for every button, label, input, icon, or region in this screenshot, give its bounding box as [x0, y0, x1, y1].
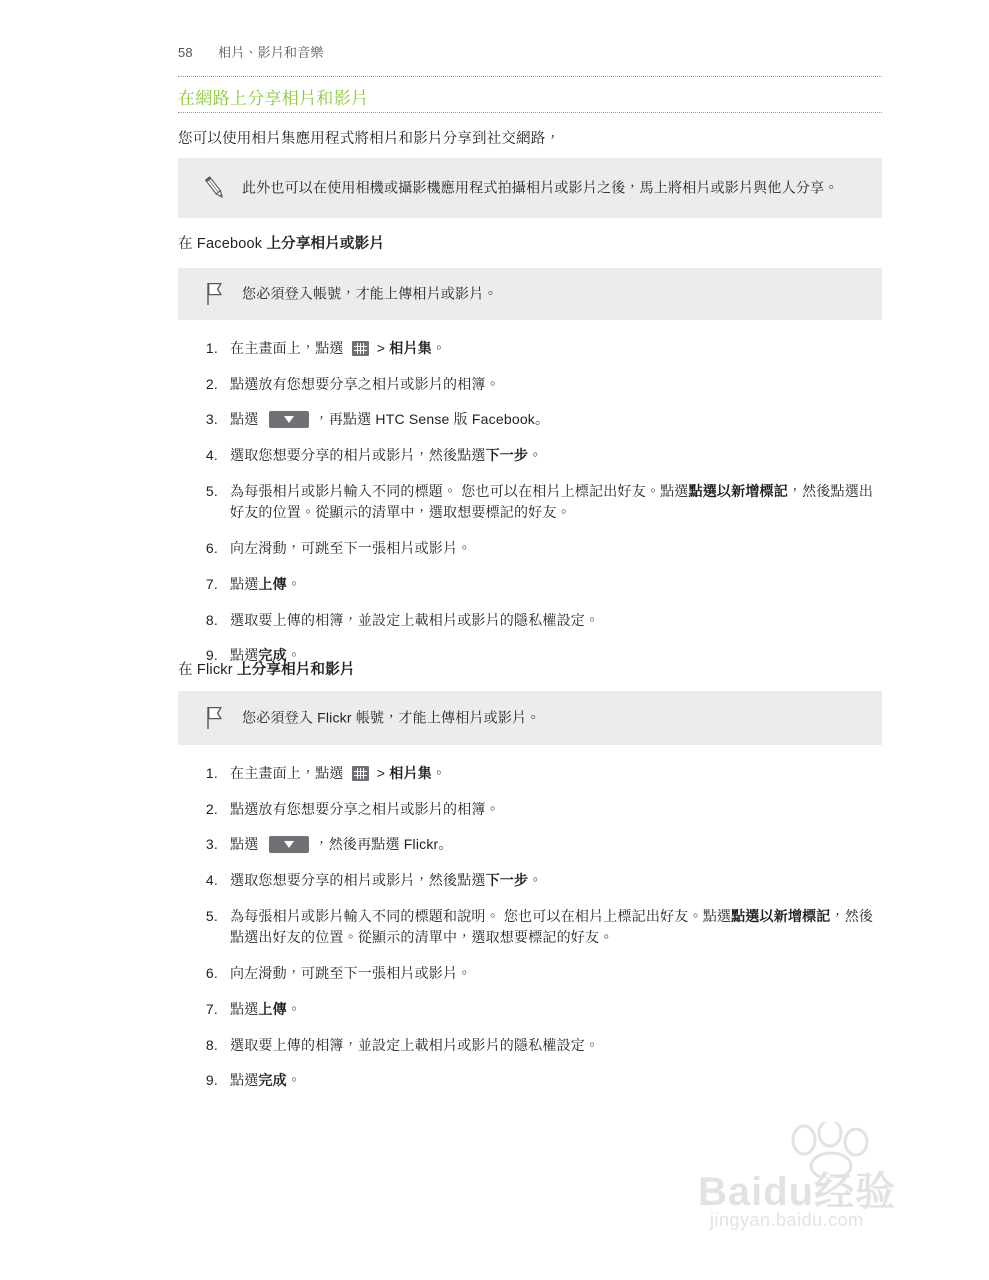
list-item-text: 點選: [230, 836, 263, 853]
list-item-text: ，然後點選出好友的位置。從顯示的清單中，選取想要標記的好友。: [230, 482, 874, 521]
list-item: [196, 763, 886, 785]
list-item: [196, 409, 886, 431]
list-item-number: 7.: [205, 575, 218, 592]
list-item-text: 點選放有您想要分享之相片或影片的相簿。: [230, 375, 500, 392]
intro-paragraph: 您可以使用相片集應用程式將相片和影片分享到社交網路，: [178, 131, 561, 147]
emphasis-text: 相片集: [389, 765, 432, 781]
divider-top: [178, 76, 882, 77]
emphasis-text: 下一步: [485, 447, 529, 464]
list-item-number: 7.: [205, 1000, 218, 1017]
list-item-text: ，再點選 HTC Sense 版 Facebook。: [314, 411, 550, 428]
list-item-text: >: [372, 765, 390, 781]
emphasis-text: 完成: [258, 1072, 287, 1089]
list-item-text: >: [372, 340, 390, 356]
list-item: [196, 374, 886, 396]
apps-grid-icon: [352, 766, 369, 781]
list-item-text: 點選: [230, 1000, 259, 1017]
page-title: 在網路上分享相片和影片: [178, 89, 369, 108]
list-item-number: 9.: [205, 647, 218, 664]
list-item-number: 5.: [205, 482, 218, 499]
flag-icon: [200, 279, 230, 309]
flag-icon: [200, 703, 230, 733]
list-item-number: 2.: [205, 800, 218, 817]
divider-bottom: [178, 112, 882, 113]
list-item-text: 選取您想要分享的相片或影片，然後點選: [230, 447, 486, 464]
list-item: [196, 870, 886, 892]
list-item-text: ，然後再點選 Flickr。: [314, 836, 453, 853]
emphasis-text: 上傳: [258, 575, 287, 592]
subheading-flickr-prefix: 在 Flickr: [178, 662, 237, 678]
emphasis-text: 點選以新增標記: [731, 907, 831, 924]
list-item: [196, 481, 886, 524]
list-item-number: 6.: [205, 540, 218, 557]
watermark-brand: Baidu经验: [698, 1170, 897, 1214]
emphasis-text: 完成: [258, 647, 287, 664]
pencil-icon: [200, 173, 230, 203]
list-item-text: 。: [286, 575, 302, 592]
list-item-text: 在主畫面上，點選: [230, 340, 348, 356]
list-item-number: 1.: [205, 340, 218, 356]
note-box-requirement-flickr: [178, 691, 882, 745]
list-item-text: 。: [431, 765, 447, 781]
subheading-flickr: [178, 658, 355, 679]
list-item: [196, 1070, 886, 1092]
list-item: [196, 963, 886, 985]
note-text: 此外也可以在使用相機或攝影機應用程式拍攝相片或影片之後，馬上將相片或影片與他人分享。: [242, 179, 839, 196]
list-item-text: 為每張相片或影片輸入不同的標題。 您也可以在相片上標記出好友。點選: [230, 482, 689, 499]
list-item-text: 。: [528, 872, 543, 889]
list-item-text: 向左滑動，可跳至下一張相片或影片。: [230, 965, 472, 982]
list-item-number: 3.: [205, 836, 218, 853]
list-item-text: 點選放有您想要分享之相片或影片的相簿。: [230, 800, 500, 817]
list-item-number: 6.: [205, 965, 218, 982]
list-item-number: 4.: [205, 872, 218, 889]
subheading-facebook-bold: 上分享相片或影片: [266, 236, 385, 252]
note-text: 您必須登入 Flickr 帳號，才能上傳相片或影片。: [242, 709, 541, 726]
list-item-text: 向左滑動，可跳至下一張相片或影片。: [230, 540, 472, 557]
list-item-text: 。: [286, 1000, 302, 1017]
note-box-tip: [178, 158, 882, 218]
watermark: [690, 1122, 930, 1252]
emphasis-text: 點選以新增標記: [688, 482, 788, 499]
list-item: [196, 338, 886, 360]
facebook-steps-list: [196, 338, 886, 681]
list-item: [196, 538, 886, 560]
list-item-number: 2.: [205, 375, 218, 392]
list-item: [196, 610, 886, 632]
apps-grid-icon: [352, 341, 369, 356]
list-item: [196, 999, 886, 1021]
emphasis-text: 相片集: [389, 340, 432, 356]
list-item-number: 8.: [205, 611, 218, 628]
list-item-number: 3.: [205, 411, 218, 428]
list-item-text: 在主畫面上，點選: [230, 765, 348, 781]
note-text: 您必須登入帳號，才能上傳相片或影片。: [242, 285, 498, 302]
flickr-steps-list: [196, 763, 886, 1106]
list-item: [196, 1035, 886, 1057]
list-item-text: 選取要上傳的相簿，並設定上載相片或影片的隱私權設定。: [230, 1036, 600, 1053]
watermark-url: jingyan.baidu.com: [710, 1210, 864, 1230]
list-item-text: 。: [286, 1072, 302, 1089]
subheading-facebook: [178, 232, 384, 253]
list-item-text: 點選: [230, 1072, 259, 1089]
page-header: [178, 42, 324, 61]
note-box-requirement-facebook: [178, 268, 882, 320]
list-item-text: 為每張相片或影片輸入不同的標題和說明。 您也可以在相片上標記出好友。點選: [230, 907, 732, 924]
list-item-text: ，然後點選出好友的位置。從顯示的清單中，選取想要標記的好友。: [230, 907, 874, 946]
list-item-number: 8.: [205, 1036, 218, 1053]
share-button-icon: [269, 836, 309, 853]
list-item-text: 點選: [230, 411, 263, 428]
chapter-title: 相片、影片和音樂: [218, 45, 324, 60]
list-item: [196, 906, 886, 949]
list-item: [196, 834, 886, 856]
list-item-number: 9.: [205, 1072, 218, 1089]
list-item-number: 1.: [205, 765, 218, 781]
list-item-text: 。: [286, 647, 302, 664]
list-item-number: 5.: [205, 907, 218, 924]
page-number: 58: [178, 45, 193, 60]
list-item: [196, 574, 886, 596]
list-item-text: 。: [528, 447, 543, 464]
share-button-icon: [269, 411, 309, 428]
list-item: [196, 799, 886, 821]
emphasis-text: 上傳: [258, 1000, 287, 1017]
list-item-text: 點選: [230, 575, 259, 592]
list-item-text: 點選: [230, 647, 259, 664]
list-item-text: 選取您想要分享的相片或影片，然後點選: [230, 872, 486, 889]
emphasis-text: 下一步: [485, 872, 529, 889]
list-item-number: 4.: [205, 447, 218, 464]
list-item: [196, 445, 886, 467]
list-item-text: 選取要上傳的相簿，並設定上載相片或影片的隱私權設定。: [230, 611, 600, 628]
subheading-flickr-bold: 上分享相片和影片: [237, 662, 355, 678]
subheading-facebook-prefix: 在 Facebook: [178, 236, 267, 252]
list-item-text: 。: [431, 340, 447, 356]
